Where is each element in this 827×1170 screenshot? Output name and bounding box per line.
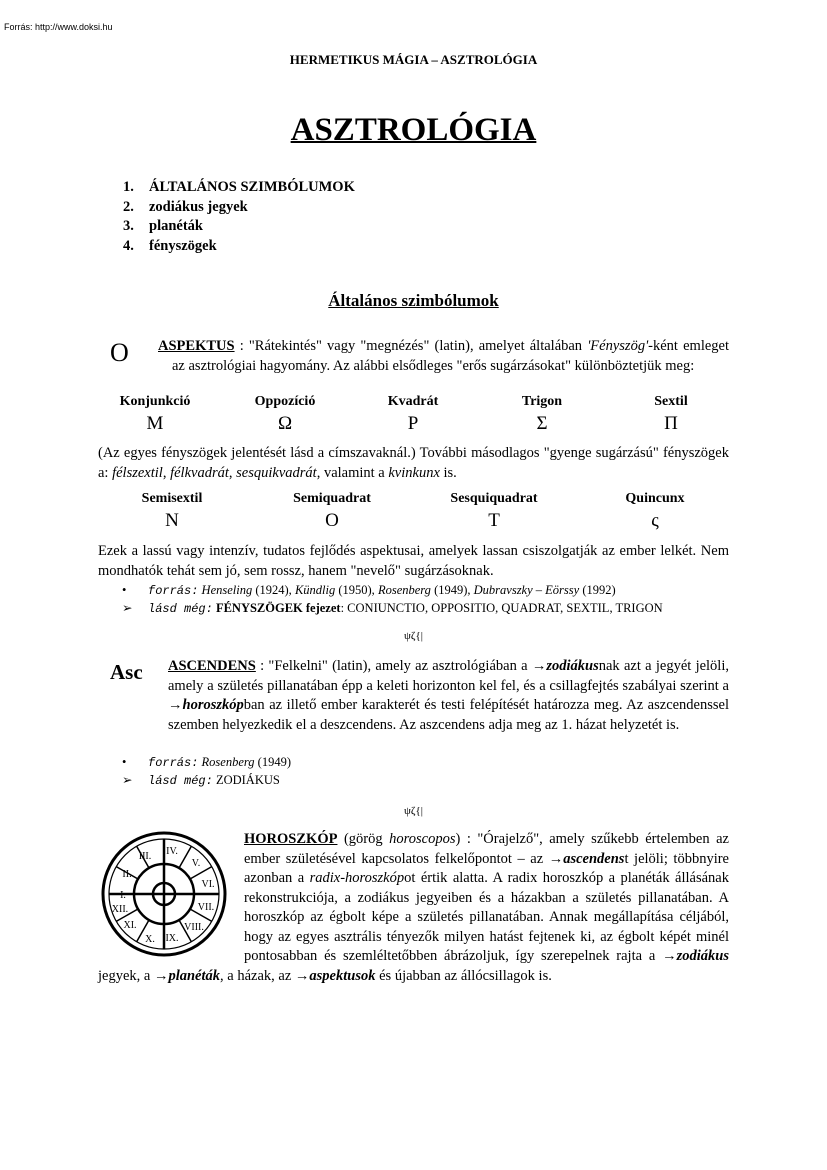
toc-item[interactable]: 3. planéták [123,218,203,234]
ascendens-references [122,754,742,790]
aspect-symbol: Π [664,413,678,434]
aspektus-term: ASPEKTUS [158,338,235,354]
house-label: XII. [111,904,129,915]
horoszkop-link[interactable]: horoszkóp [182,697,244,713]
aspect-name: Semisextil [141,491,203,506]
house-label: I. [120,890,126,901]
minor-aspects-table [0,491,827,535]
page-title: ASZTROLÓGIA [290,112,537,148]
source-note: Forrás: http://www.doksi.hu [4,22,113,32]
house-label: X. [145,934,155,945]
toc-item[interactable]: 1. ÁLTALÁNOS SZIMBÓLUMOK [123,179,355,195]
aspect-symbol: Σ [536,413,548,434]
house-label: II. [122,869,132,880]
reference-item: • forrás: Henseling (1924), Kündlig (1950), Rosenberg (1949), Dubravszky – Eörssy (1992) [122,583,616,598]
aspektusok-link[interactable]: aspektusok [309,967,376,984]
toc-item[interactable]: 4. fényszögek [123,237,217,254]
house-label: VI. [201,879,215,890]
aspect-name: Semiquadrat [293,491,371,506]
page-header: HERMETIKUS MÁGIA – ASZTROLÓGIA [289,52,538,67]
horoszkop-term: HOROSZKÓP [244,831,338,847]
see-also-item: ➢ lásd még: FÉNYSZÖGEK fejezet: CONIUNCTIO, OPPOSITIO, QUADRAT, SEXTIL, TRIGON [122,601,663,616]
aspektus-closing: Ezek a lassú vagy intenzív, tudatos fejlődés aspektusai, amelyek lassan csiszolgatják az ember lelkét. Nem mondhatók tehát sem jó, sem rossz, hanem "nevelő" sugárzásoknak. [98,543,729,579]
aspect-name: Konjunkció [119,394,191,409]
reference-item: • forrás: Rosenberg (1949) [122,755,291,770]
ascendens-glyph: Asc [110,660,143,684]
table-of-contents [123,178,355,256]
aspect-symbol: ς [651,510,659,531]
house-label: VIII. [184,922,204,933]
aspect-symbol: Ο [325,510,339,531]
aspect-name: Oppozíció [254,394,316,409]
aspektus-definition: ASPEKTUS : "Rátekintés" vagy "megnézés" (latin), amelyet általában 'Fényszög'-ként emleget az asztrológiai hagyomány. Az alábbi elsődleges "erős sugárzásokat" különböztetjük meg: [158,338,729,374]
toc-item[interactable]: 2. zodiákus jegyek [123,198,248,215]
planetak-link[interactable]: planéták [168,967,221,984]
house-label: VII. [197,902,215,913]
zodiakus-link[interactable]: zodiákus [676,948,729,964]
ascendens-link[interactable]: ascendens [563,850,625,867]
aspektus-references [122,582,742,618]
horoszkop-definition: HOROSZKÓP (görög horoscopos) : "Órajelző", amely szűkebb értelemben az ember születésével kapcsolatos felkelőpontot – az →ascendenst jelöli; többnyire azonban a radix-horoszkópot értik alatta. A radix horoszkóp a planéták állásának rekonstrukciója, a zodiákus jegyeiben és a házakban a születés pillanatában. A horoszkóp az égbolt képe a születés pillanatában. Annak megállapítása céljából, hogy az egyes asztrális tényezők milyen hatást fejtenek ki, az égbolt képét minél pontosabban és szemléltetőbben ábrázoljuk, így szerepelnek rajta a →zodiákus jegyek, a →planéták, a házak, az →aspektusok és újabban az állócsillagok is. [98,831,729,984]
ascendens-definition: ASCENDENS : "Felkelni" (latin), amely az asztrológiában a →zodiákusnak azt a jegyét jelöli, amely a születés pillanatában épp a keleti horizonton kel fel, és a csillagfejtés szabályai szerint a →horoszkópban az illető ember karakterét és testi felépítését határozza meg. Az aszcendenssel szemben helyezkedik el a deszcendens. Az aszcendens adja meg az 1. házat helyzetét is. [168,658,729,733]
house-label: IX. [165,933,179,944]
aspect-symbol: Ρ [407,413,419,434]
section-separator: ψζ{| [404,630,423,642]
aspect-symbol: Ω [277,413,293,434]
section-title: Általános szimbólumok [328,291,499,310]
aspect-symbol: Μ [146,413,164,434]
aspect-name: Kvadrát [387,394,439,409]
aspect-symbol: Τ [488,510,500,531]
aspect-name: Quincunx [625,491,685,506]
see-also-link[interactable]: FÉNYSZÖGEK fejezet [215,601,341,615]
section-separator: ψζ{| [404,805,423,817]
aspect-name: Sextil [654,394,688,409]
see-also-item: ➢ lásd még: ZODIÁKUS [122,773,280,788]
house-label: IV. [166,846,178,857]
house-label: V. [191,858,201,869]
aspect-name: Trigon [521,394,563,409]
aspect-name: Sesquiquadrat [450,491,538,506]
aspect-symbol: Ν [165,510,179,531]
house-label: III. [138,851,152,862]
house-label: XI. [123,920,137,931]
see-also-link[interactable]: ZODIÁKUS [215,773,280,787]
ascendens-term: ASCENDENS [168,658,256,674]
minor-aspects-text: (Az egyes fényszögek jelentését lásd a címszavaknál.) További másodlagos "gyenge sugárzású" fényszögek a: félszextil, félkvadrát, sesquikvadrát, valamint a kvinkunx is. [98,445,729,481]
major-aspects-table [0,394,827,438]
zodiakus-link[interactable]: zodiákus [546,658,599,674]
aspektus-glyph: O [110,338,129,367]
